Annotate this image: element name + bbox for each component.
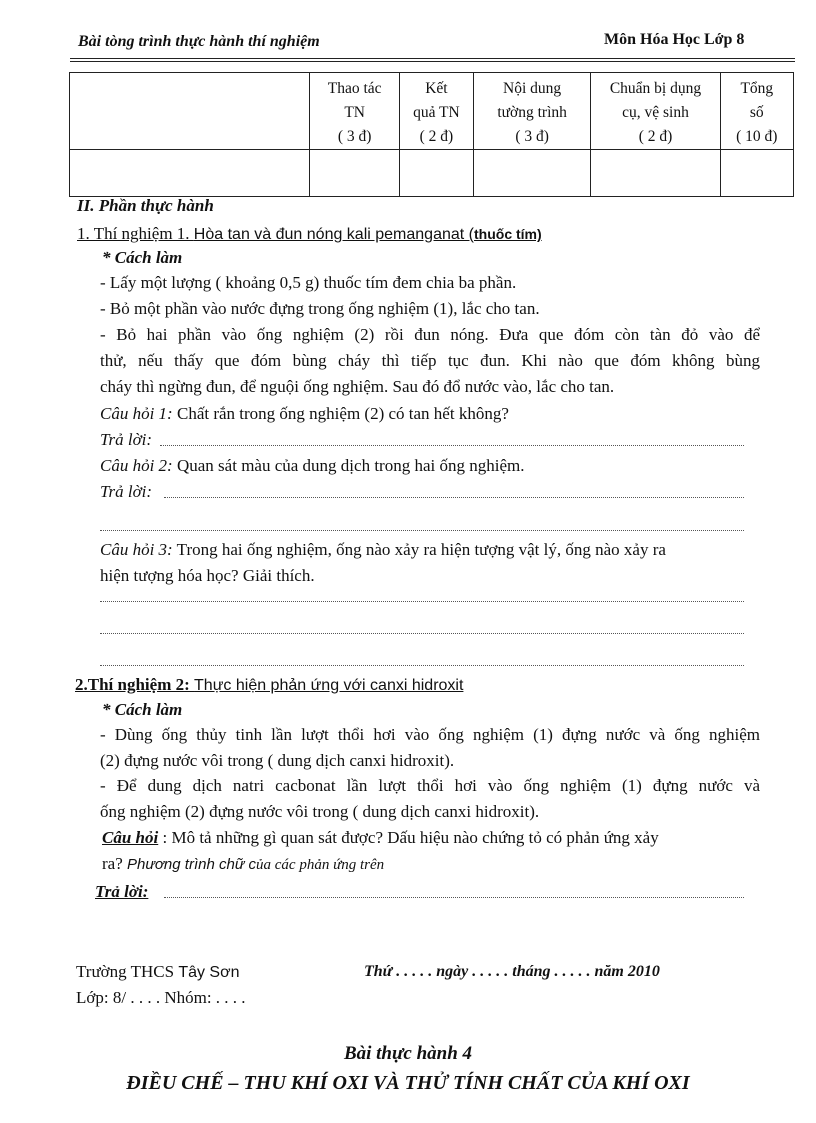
answer-line[interactable]	[160, 444, 744, 446]
score-entry-noi-dung[interactable]	[473, 150, 591, 197]
exp1-question-3-line1	[100, 540, 666, 560]
answer-line[interactable]	[100, 632, 744, 634]
exp2-step-2-line2: ống nghiệm (2) đựng nước vôi trong ( dung dịch canxi hidroxit).	[100, 802, 540, 821]
col-points: ( 2 đ)	[419, 128, 454, 145]
answer-line[interactable]	[164, 896, 744, 898]
question-text-italic: ủa các phản ứng trên	[256, 857, 385, 873]
answer-line[interactable]	[100, 664, 744, 666]
exp2-answer-label: Trả lời:	[95, 882, 149, 901]
exp2-step-1-line2: (2) đựng nước vôi trong ( dung dịch canxi hidroxit).	[100, 751, 455, 770]
col-label-line: Kết	[425, 80, 448, 97]
col-label-line: số	[749, 104, 764, 121]
col-label-line: Thao tác	[327, 80, 382, 97]
exp1-step-3-line2: thử, nếu thấy que đóm bùng cháy thì tiếp tục đun. Khi nào que đóm không bùng	[100, 351, 760, 370]
exp1-step-1: - Lấy một lượng ( khoảng 0,5 g) thuốc tím đem chia ba phần.	[100, 273, 517, 292]
col-label-line: quả TN	[413, 104, 460, 121]
experiment-1-title	[77, 224, 542, 244]
score-entry-tong-so[interactable]	[720, 150, 793, 197]
score-table-blank-cell	[70, 73, 310, 150]
question-label: Câu hỏi 2:	[100, 456, 173, 475]
exp2-step-1-line1: - Dùng ống thủy tinh lần lượt thổi hơi vào ống nghiệm (1) đựng nước và ống nghiệm	[100, 725, 760, 744]
exp1-step-3-line1: - Bỏ hai phần vào ống nghiệm (2) rồi đun nóng. Đưa que đóm còn tàn đỏ vào để	[100, 325, 760, 344]
score-table	[69, 72, 794, 197]
exp1-step-3-line3: cháy thì ngừng đun, để nguội ống nghiệm. Sau đó đổ nước vào, lắc cho tan.	[100, 377, 615, 396]
exp2-step-2-line1: - Để dung dịch natri cacbonat lần lượt thổi hơi vào ống nghiệm (1) đựng nước và	[100, 776, 760, 795]
experiment-2-title	[75, 675, 463, 695]
exp1-question-2	[100, 456, 524, 476]
col-label-line: Nội dung	[503, 80, 562, 97]
document-header-title: Bài tòng trình thực hành thí nghiệm	[78, 33, 320, 50]
score-col-ket-qua	[399, 73, 473, 150]
exp2-title-prefix: 2.Thí nghiệm 2:	[75, 675, 195, 694]
exp1-title-main: Hòa tan và đun nóng kali pemanganat (	[193, 226, 474, 243]
exp1-title-prefix: 1. Thí nghiệm 1.	[77, 224, 194, 243]
section-heading: II. Phần thực hành	[77, 196, 214, 215]
school-name: Tây Sơn	[178, 964, 240, 981]
header-divider	[70, 58, 795, 59]
question-text: Chất rắn trong ống nghiệm (2) có tan hết không?	[172, 404, 509, 423]
col-label-line: TN	[344, 104, 365, 121]
question-label: Câu hỏi	[102, 828, 159, 847]
school-prefix: Trường THCS	[76, 962, 179, 981]
question-text: Quan sát màu của dung dịch trong hai ống nghiệm.	[172, 456, 525, 475]
answer-line[interactable]	[100, 529, 744, 531]
col-points: ( 3 đ)	[515, 128, 549, 145]
col-points: ( 3 đ)	[337, 128, 372, 145]
exp2-title-main: Thực hiện phản ứng với canxi hidroxit	[194, 677, 464, 694]
col-label-line: tường trình	[497, 104, 567, 121]
class-group-line: Lớp: 8/ . . . . Nhóm: . . . .	[76, 988, 246, 1007]
score-table-entry-row	[70, 150, 794, 197]
question-text-italic: Phương trình chữ c	[127, 856, 256, 873]
school-line	[76, 962, 240, 982]
exp2-question-line1	[102, 828, 659, 848]
question-text: Trong hai ống nghiệm, ống nào xảy ra hiện tượng vật lý, ống nào xảy ra	[172, 540, 666, 559]
col-label-line: Tổng	[740, 80, 774, 97]
question-text: ra?	[102, 854, 128, 873]
col-label-line: Chuẩn bị dụng	[609, 80, 702, 97]
col-label-line: cụ, vệ sinh	[622, 104, 689, 121]
score-entry-blank	[70, 150, 310, 197]
exp2-question-line2	[102, 854, 384, 874]
score-table-header-row	[70, 73, 794, 150]
score-col-noi-dung	[473, 73, 591, 150]
score-col-chuan-bi	[591, 73, 720, 150]
answer-line[interactable]	[164, 496, 744, 498]
header-divider-double	[70, 61, 795, 62]
answer-label-1: Trả lời:	[100, 430, 153, 449]
answer-line[interactable]	[100, 600, 744, 602]
answer-label-2: Trả lời:	[100, 482, 153, 501]
exp2-method-heading: * Cách làm	[102, 700, 183, 719]
score-entry-thao-tac[interactable]	[310, 150, 400, 197]
lesson-subtitle: ĐIỀU CHẾ – THU KHÍ OXI VÀ THỬ TÍNH CHẤT CỦA KHÍ OXI	[126, 1072, 690, 1094]
col-points: ( 10 đ)	[736, 128, 778, 145]
exp1-question-1	[100, 404, 509, 424]
question-label: Câu hỏi 3:	[100, 540, 173, 559]
score-col-thao-tac	[310, 73, 400, 150]
score-col-tong-so	[720, 73, 793, 150]
question-label: Câu hỏi 1:	[100, 404, 173, 423]
exp1-question-3-line2: hiện tượng hóa học? Giải thích.	[100, 566, 315, 585]
col-points: ( 2 đ)	[638, 128, 673, 145]
date-line: Thứ . . . . . ngày . . . . . tháng . . . . . năm 2010	[364, 963, 660, 980]
exp1-step-2: - Bỏ một phần vào nước đựng trong ống nghiệm (1), lắc cho tan.	[100, 299, 540, 318]
score-entry-chuan-bi[interactable]	[591, 150, 720, 197]
score-entry-ket-qua[interactable]	[399, 150, 473, 197]
lesson-title: Bài thực hành 4	[343, 1043, 473, 1064]
question-text: : Mô tả những gì quan sát được? Dấu hiệu nào chứng tỏ có phản ứng xảy	[158, 828, 659, 847]
exp1-method-heading: * Cách làm	[102, 248, 183, 267]
document-header-subject: Môn Hóa Học Lớp 8	[604, 31, 745, 48]
exp1-title-suffix: thuốc tím)	[474, 226, 542, 242]
